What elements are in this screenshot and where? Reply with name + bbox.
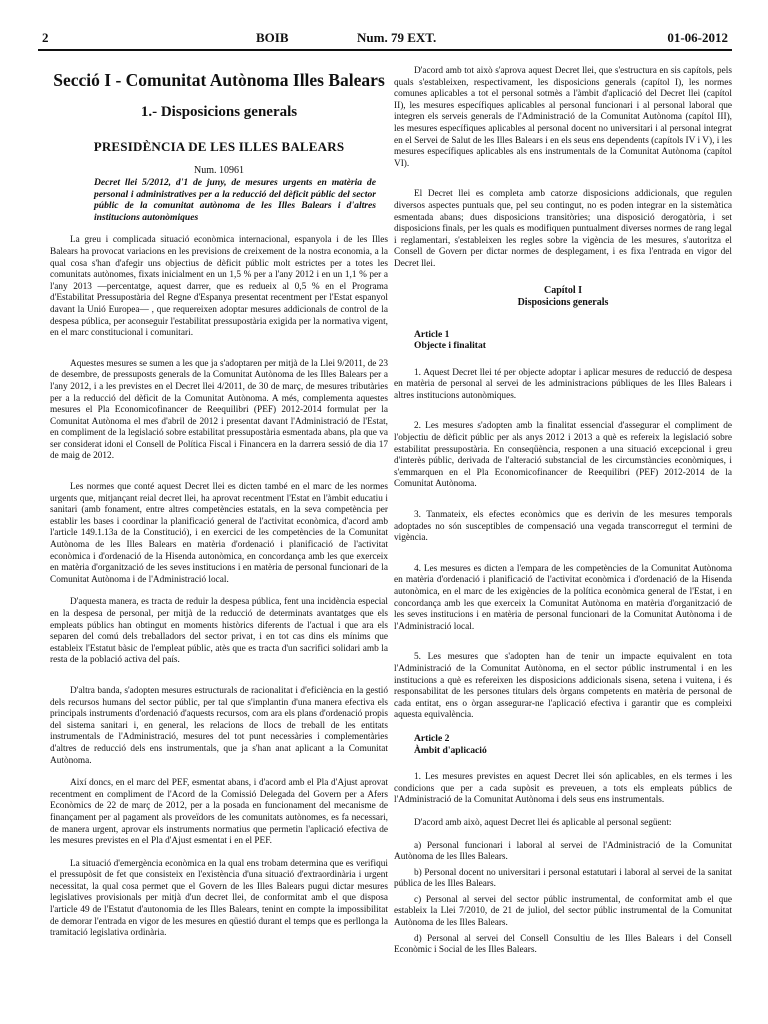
decree-title: Decret llei 5/2012, d'1 de juny, de mesures urgents en matèria de personal i administratives per a la reducció del dèficit públic del sector públic de la comunitat autònoma de les Illes Balears i d'altres institucions autonòmiques (94, 177, 376, 223)
chapter-title: Disposicions generals (517, 296, 609, 308)
article-number: Article 2 (414, 732, 450, 744)
paragraph: La situació d'emergència econòmica en la qual ens trobam determina que es verifiqui el pressupòsit de fet que consisteix en l'existència d'una situació d'extraordinària i urgent necessitat, la qual cosa permet que el Govern de les Illes Balears pugui dictar mesures legislatives provisionals per mitjà d'un decret llei, de conformitat amb el que disposa l'article 49 de l'Estatut d'autonomia de les Illes Balears, tenint en compte la impossibilitat de demorar l'entrada en vigor de les mesures en qüestió durant el temps que es perllonga la tramitació legislativa ordinària. (50, 858, 388, 939)
right-column (394, 66, 732, 961)
paragraph: D'acord amb tot això s'aprova aquest Decret llei, que s'estructura en sis capítols, pels quals s'estableixen, respectivament, les disposicions generals (capítol I), les normes comunes aplicables a tot el personal sotmès a l'àmbit d'aplicació del Decret llei (capítol II), les mesures específiques aplicables al personal funcionari i al personal laboral que integren els serveis generals de l'Administració de la Comunitat Autònoma (capítol III), les mesures específiques aplicables al personal docent no universitari i al personal integrat en el Servei de Salut de les Illes Balears i en els seus ens dependents (capítols IV i V), i les mesures específiques aplicables als ens instrumentals de la Comunitat Autònoma (capítol VI). (394, 66, 732, 169)
paragraph: Així doncs, en el marc del PEF, esmentat abans, i d'acord amb el Pla d'Ajust aprovat recentment en compliment de l'Acord de la Comissió Delegada del Govern per a Afers Econòmics de 22 de març de 2012, per a la posada en funcionament del mecanisme de finançament per al pagament als proveïdors de les comunitats autònomes, es fa necessari, de manera urgent, aprovar els instruments normatius que permetin l'aplicació efectiva de les mesures previstes en el Pla d'Ajust esmentat i en el PEF. (50, 778, 388, 847)
article-paragraph: 3. Tanmateix, els efectes econòmics que es derivin de les mesures temporals adoptades no són susceptibles de compensació una vegada transcorregut el termini de vigència. (394, 510, 732, 544)
list-item: c) Personal al servei del sector públic instrumental, de conformitat amb el que estableix la Llei 7/2010, de 21 de juliol, del sector públic instrumental de la Comunitat Autònoma de les Illes Balears. (394, 894, 732, 929)
header-rule (38, 49, 732, 51)
article-paragraph: D'acord amb això, aquest Decret llei és aplicable al personal següent: (414, 817, 672, 828)
page-number: 2 (42, 30, 49, 45)
page-header (38, 30, 732, 50)
chapter-number: Capítol I (543, 284, 583, 296)
article-paragraph: 5. Les mesures que s'adopten han de tenir un impacte equivalent en tota l'Administració de la Comunitat Autònoma, en el sector públic instrumental i en les institucions a què es refereixen les disposicions addicionals sisena, setena i vuitena, i és responsabilitat de les persones titulars dels òrgans competents en matèria de personal de cada entitat, ens o òrgan assegurar-ne l'aplicació efectiva i garantir que es compleixi aquesta equivalència. (394, 652, 732, 721)
organism-title: PRESIDÈNCIA DE LES ILLES BALEARS (93, 139, 345, 154)
article-title: Àmbit d'aplicació (414, 744, 487, 756)
article-paragraph: 1. Les mesures previstes en aquest Decret llei són aplicables, en els termes i les condicions que per a cada supòsit es preveuen, a tots els empleats públics de l'Administració de la Comunitat Autònoma i dels seus ens instrumentals. (394, 772, 732, 806)
section-title: Secció I - Comunitat Autònoma Illes Balears (53, 70, 385, 90)
article-paragraph: 1. Aquest Decret llei té per objecte adoptar i aplicar mesures de reducció de despesa en matèria de personal al servei de les administracions públiques de les Illes Balears i altres institucions autonòmiques. (394, 367, 732, 401)
paragraph: El Decret llei es completa amb catorze disposicions addicionals, que regulen diversos aspectes puntuals que, pel seu contingut, no es poden integrar en la sistemàtica esmentada abans; dues disposicions transitòries; una disposició derogatòria, i set disposicions finals, per les quals es modifiquen puntualment diverses normes de rang legal i reglamentari, s'estableixen les regles sobre la vigència de les mesures, s'autoritza el Consell de Govern per dictar normes de desplegament, i es fixa l'entrada en vigor del Decret llei. (394, 189, 732, 269)
article-title: Objecte i finalitat (414, 340, 486, 352)
article-paragraph: 4. Les mesures es dicten a l'empara de les competències de la Comunitat Autònoma en matèria d'ordenació i planificació de l'activitat econòmica i d'ordenació de la Hisenda autonòmica, en el marc de les exigències de la política econòmica general de l'Estat, i en concordança amb les que exerceix la Comunitat Autònoma en matèria d'organització de les seves institucions i en matèria de personal funcionari de la Comunitat Autònoma i de l'Administració local. (394, 563, 732, 632)
paragraph: D'aquesta manera, es tracta de reduir la despesa pública, fent una incidència especial en la despesa de personal, per mitjà de la reducció de determinats avantatges que els empleats públics han obtingut en moments històrics diferents de l'actual i que ara els separen del comú dels treballadors del sector privat, i en tot cas dins els mínims que estableix l'Estatut bàsic de l'empleat públic, atès que es tracta d'un sacrifici solidari amb la resta de la població activa del país. (50, 597, 388, 666)
paragraph: La greu i complicada situació econòmica internacional, espanyola i de les Illes Balears ha provocat variacions en les previsions de creixement de la nostra economia, a la qual cosa s'han d'afegir uns objectius de dèficit públic molt estrictes per a totes les comunitats autònomes, fixats inicialment en un 1,5 % per a l'any 2012 i en un 1,1 % per a l'any 2013 —percentatge, aquest darrer, que es redueix al 0,5 % en el Programa d'Estabilitat Pressupostària del Regne d'Espanya presentat recentment per l'Estat espanyol davant la Unió Europea— , que requereixen adoptar mesures addicionals de control de la despesa pública, per aconseguir l'estabilitat pressupostària exigida per la normativa vigent, en el marc constitucional i comunitari. (50, 235, 388, 339)
list-item: a) Personal funcionari i laboral al servei de l'Administració de la Comunitat Autònoma de les Illes Balears. (394, 840, 732, 863)
document-number: Num. 10961 (194, 165, 244, 176)
left-column (50, 66, 388, 951)
article-number: Article 1 (414, 328, 450, 340)
issue-number: Num. 79 EXT. (357, 30, 437, 45)
article-paragraph: 2. Les mesures s'adopten amb la finalitat essencial d'assegurar el compliment de l'objectiu de dèficit públic per als anys 2012 i 2013 a què es refereix la legislació sobre estabilitat pressupostària. En conseqüència, responen a una situació excepcional i greu d'interès públic, derivada de l'alteració substancial de les circumstàncies econòmiques, i s'emmarquen en el Pla Economicofinancer de Reequilibri (PEF) 2012-2014 de la Comunitat Autònoma. (394, 421, 732, 490)
chapter-heading (394, 285, 732, 309)
section-subtitle: 1.- Disposicions generals (140, 104, 298, 120)
paragraph: D'altra banda, s'adopten mesures estructurals de racionalitat i d'eficiència en la gestió dels recursos humans del sector públic, per tal que s'implantin d'una manera efectiva els principals instruments d'ordenació d'aquests recursos, com ara els plans d'ordenació propis del sistema sanitari i, en general, les relacions de llocs de treball de les entitats instrumentals de l'Administració, mesures del tot punt necessàries i complementàries d'altres de reducció dels ens instrumentals, que ja s'han anat aplicant a la Comunitat Autònoma. (50, 685, 388, 766)
paragraph: Les normes que conté aquest Decret llei es dicten també en el marc de les normes urgents que, mitjançant reial decret llei, ha aprovat recentment l'Estat en l'àmbit educatiu i sanitari (amb fonament, entre altres competències estatals, en la seva competència per establir les bases i coordinar la planificació general de l'activitat econòmica, d'acord amb l'article 149.1.13a de la Constitució), i en exercici de les competències de la Comunitat Autònoma de les Illes Balears en matèria d'ordenació i planificació de l'activitat econòmica i d'ordenació de la Hisenda autonòmica, en concordança amb les que exerceix en matèria d'organització de les seves institucions i en matèria de personal funcionari de la Comunitat Autònoma i de l'Administració local. (50, 482, 388, 585)
paragraph: Aquestes mesures se sumen a les que ja s'adoptaren per mitjà de la Llei 9/2011, de 23 de desembre, de pressuposts generals de la Comunitat Autònoma de les Illes Balears per a l'any 2012, i a les previstes en el Decret llei 4/2011, de 30 de març, de mesures tributàries per a la reducció del dèficit de la Comunitat Autònoma. A més, complementa aquestes mesures el Pla Economicofinancer de Reequilibri (PEF) 2012-2014 formulat per la Comunitat Autònoma el mes d'abril de 2012 i presentat davant l'Administració de l'Estat, en compliment de la legislació sobre estabilitat pressupostària esmentada abans, pla que va ser considerat idoni el Consell de Política Fiscal i Financera en la darrera sessió de dia 17 de maig de 2012. (50, 358, 388, 462)
list-item: b) Personal docent no universitari i personal estatutari i laboral al servei de la sanitat pública de les Illes Balears. (394, 867, 732, 890)
issue-date: 01-06-2012 (667, 30, 728, 45)
journal-name: BOIB (256, 30, 289, 45)
list-item: d) Personal al servei del Consell Consultiu de les Illes Balears i del Consell Econòmic i Social de les Illes Balears. (394, 933, 732, 956)
